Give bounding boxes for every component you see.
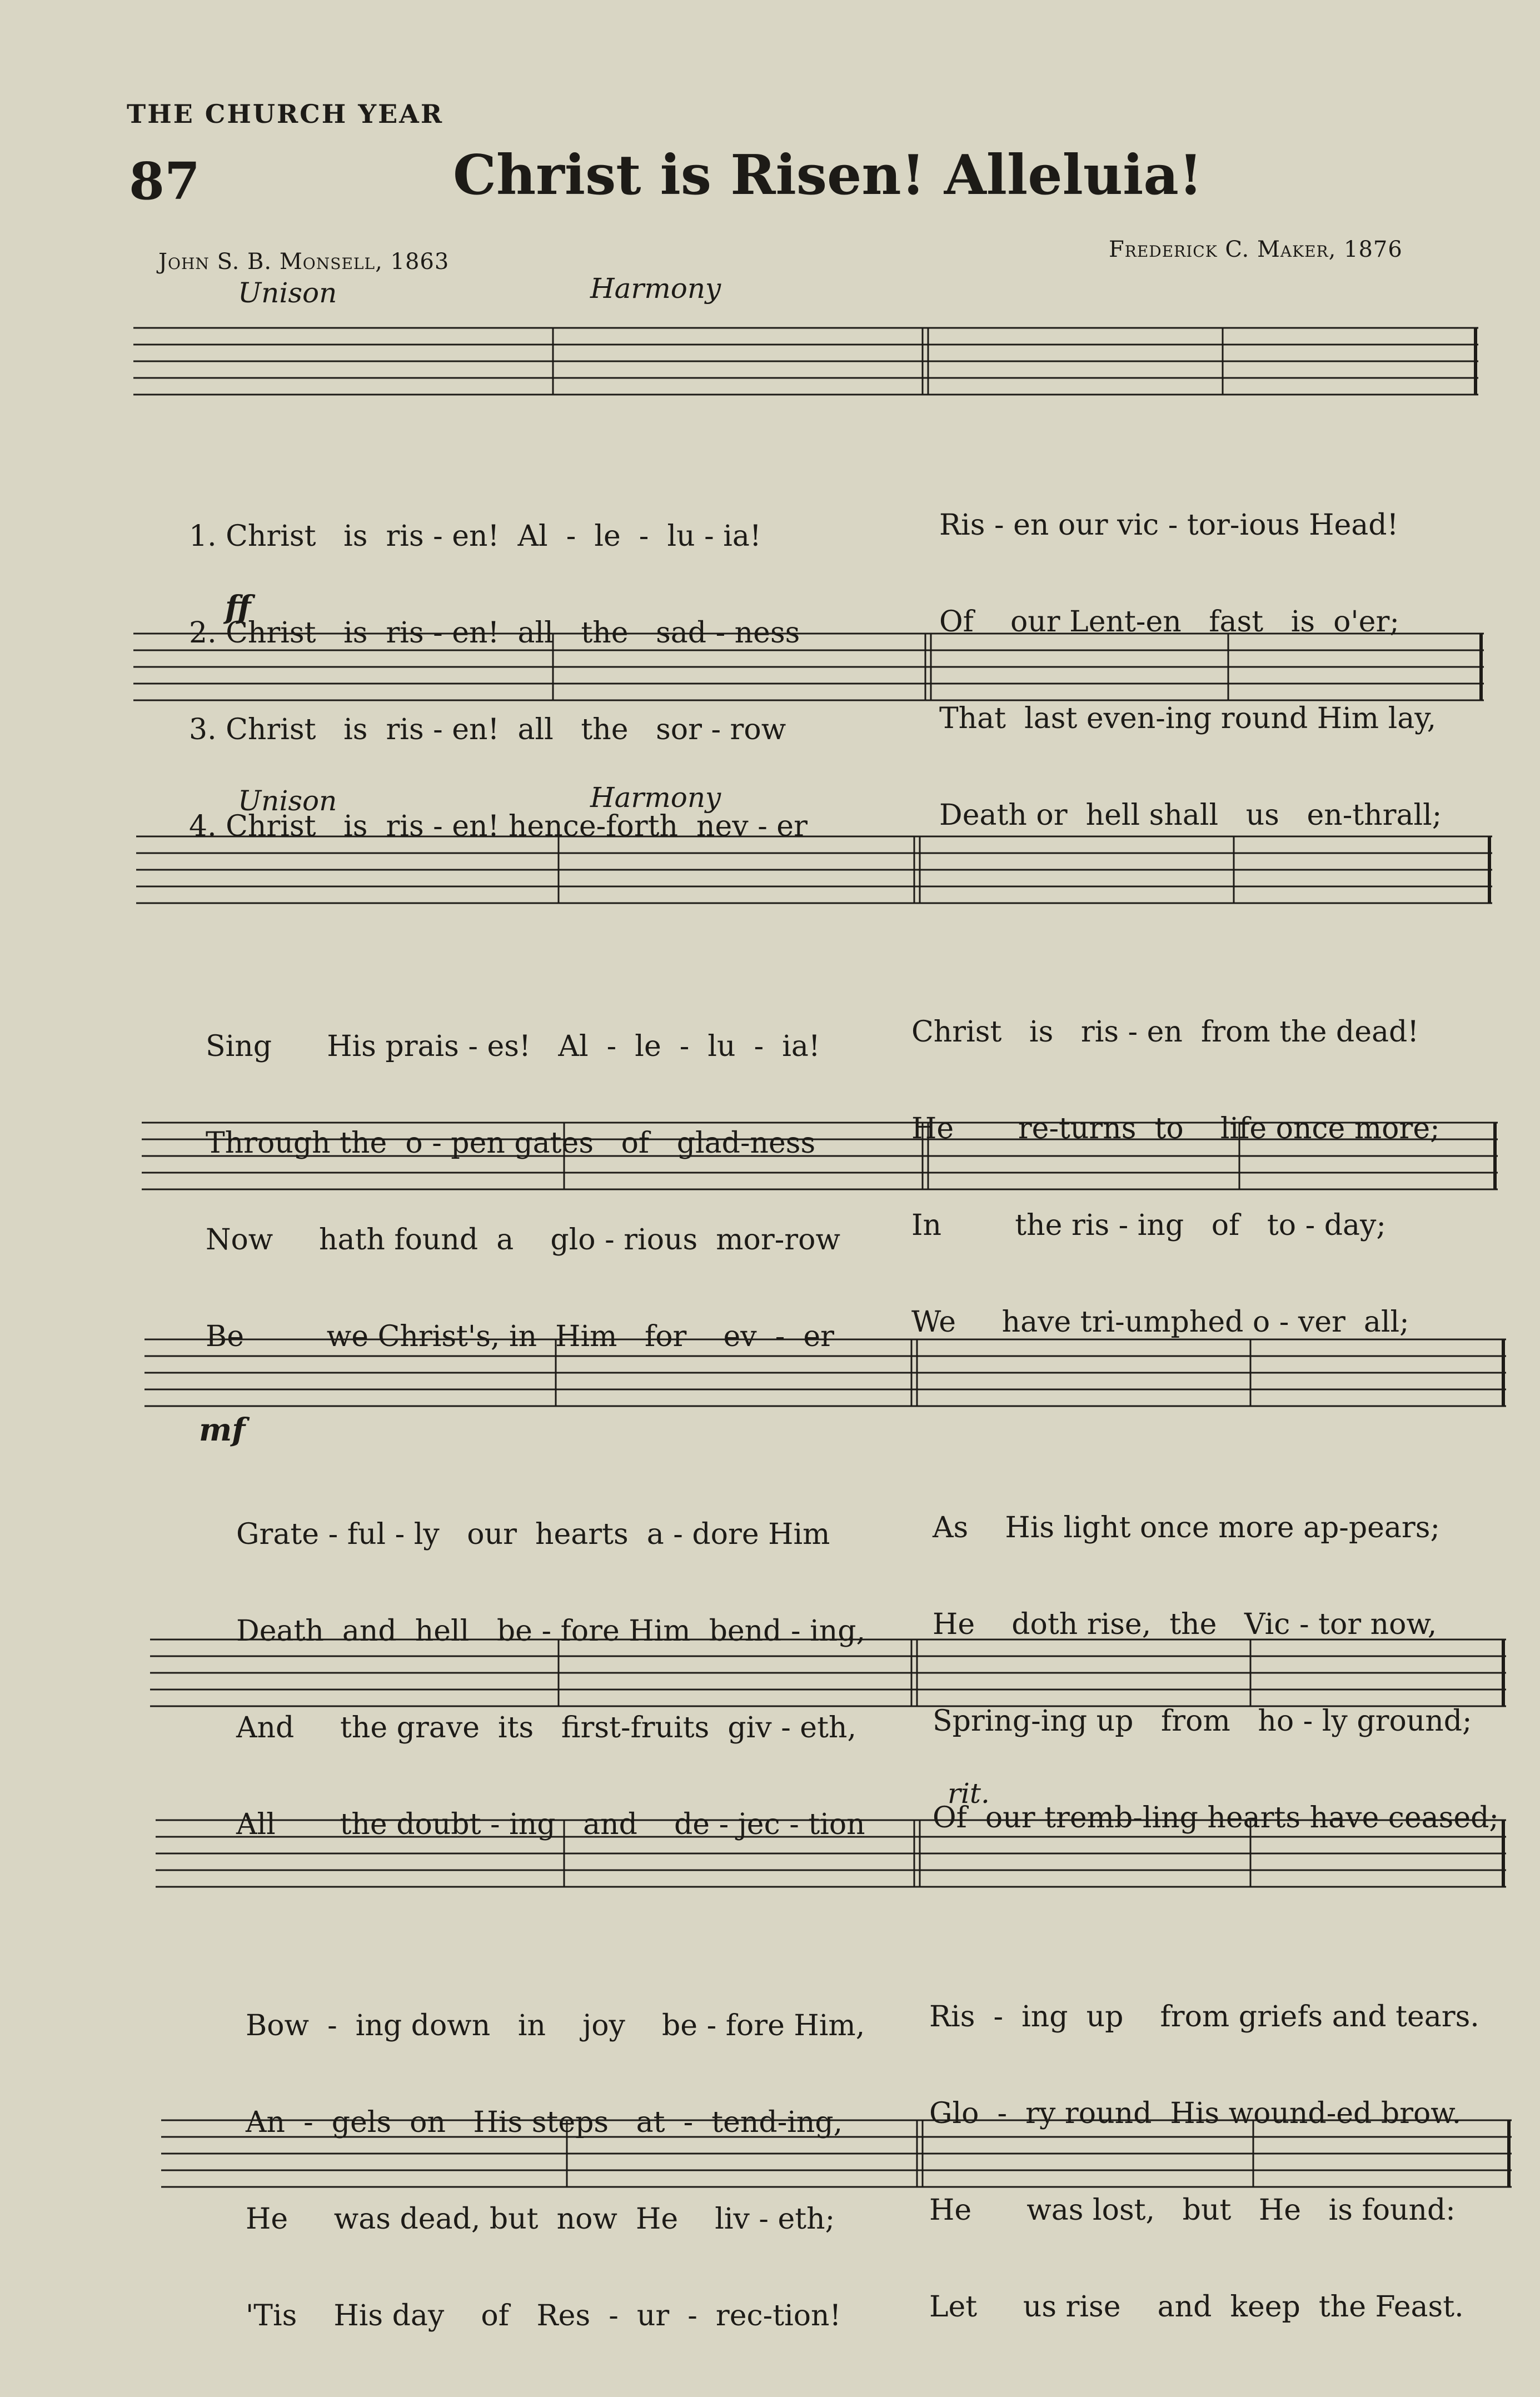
composer-credit: Frederick C. Maker, 1876 bbox=[1109, 237, 1403, 262]
lyric-line: 3. Christ is ris - en! all the sor - row bbox=[189, 713, 786, 746]
lyric-line: 'Tis His day of Res - ur - rec-tion! bbox=[246, 2299, 841, 2333]
treble-staff bbox=[136, 820, 1498, 931]
lyric-line: As His light once more ap-pears; bbox=[933, 1511, 1440, 1544]
lyric-line: In the ris - ing of to - day; bbox=[911, 1209, 1386, 1242]
dynamic-marking: mf bbox=[199, 1412, 246, 1448]
lyric-line: 4. Christ is ris - en! hence-forth nev - er bbox=[189, 810, 808, 843]
lyric-line: Through the o - pen gates of glad-ness bbox=[206, 1127, 816, 1160]
lyric-line: 2. Christ is ris - en! all the sad - ness bbox=[189, 616, 800, 650]
lyric-line: Now hath found a glo - rious mor-row bbox=[206, 1223, 840, 1257]
lyric-line: That last even-ing round Him lay, bbox=[939, 702, 1437, 735]
lyric-line: Grate - ful - ly our hearts a - dore Him bbox=[236, 1518, 830, 1551]
lyric-line: He was dead, but now He liv - eth; bbox=[246, 2202, 835, 2236]
treble-staff bbox=[144, 1323, 1512, 1434]
lyric-line: He doth rise, the Vic - tor now, bbox=[933, 1608, 1437, 1641]
lyric-line: An - gels on His steps at - tend-ing, bbox=[246, 2106, 843, 2139]
lyric-line: Of our tremb-ling hearts have ceased; bbox=[933, 1801, 1499, 1835]
lyric-line: Glo - ry round His wound-ed brow. bbox=[929, 2097, 1462, 2130]
treble-staff bbox=[133, 311, 1489, 422]
lyric-line: 1. Christ is ris - en! Al - le - lu - ia! bbox=[189, 520, 761, 553]
lyric-line: Christ is ris - en from the dead! bbox=[911, 1015, 1419, 1049]
lyric-line: Death and hell be - fore Him bend - ing, bbox=[236, 1614, 866, 1648]
treble-staff bbox=[156, 1803, 1523, 1915]
lyric-line: He re-turns to life once more; bbox=[911, 1112, 1440, 1145]
lyric-line: Let us rise and keep the Feast. bbox=[929, 2290, 1464, 2324]
direction-unison: Unison bbox=[238, 785, 337, 817]
lyric-line: We have tri-umphed o - ver all; bbox=[911, 1305, 1409, 1339]
direction-rit: rit. bbox=[948, 1777, 990, 1810]
dynamic-marking: ff bbox=[225, 589, 251, 626]
hymn-title: Christ is Risen! Alleluia! bbox=[453, 143, 1203, 207]
bass-staff bbox=[150, 1623, 1517, 1734]
author-credit: John S. B. Monsell, 1863 bbox=[158, 249, 450, 275]
bass-staff bbox=[142, 1106, 1503, 1217]
direction-unison: Unison bbox=[238, 277, 337, 309]
bass-staff bbox=[161, 2104, 1528, 2215]
lyric-line: And the grave its first-fruits giv - eth, bbox=[236, 1711, 856, 1745]
section-label: THE CHURCH YEAR bbox=[127, 99, 444, 129]
lyric-line: He was lost, but He is found: bbox=[929, 2194, 1456, 2227]
lyric-line: Bow - ing down in joy be - fore Him, bbox=[246, 2009, 865, 2042]
lyric-line: Be we Christ's, in Him for ev - er bbox=[206, 1320, 834, 1353]
lyric-line: Death or hell shall us en-thrall; bbox=[939, 799, 1442, 832]
lyric-line: Of our Lent-en fast is o'er; bbox=[939, 605, 1399, 639]
lyric-line: Spring-ing up from ho - ly ground; bbox=[933, 1705, 1472, 1738]
lyric-line: Ris - en our vic - tor-ious Head! bbox=[939, 509, 1399, 542]
bass-staff bbox=[133, 617, 1489, 728]
lyric-line: Ris - ing up from griefs and tears. bbox=[929, 2000, 1479, 2034]
hymn-number: 87 bbox=[129, 151, 201, 211]
direction-harmony: Harmony bbox=[590, 272, 721, 305]
lyric-line: Sing His prais - es! Al - le - lu - ia! bbox=[206, 1030, 820, 1063]
direction-harmony: Harmony bbox=[590, 781, 721, 814]
lyric-line: All the doubt - ing and de - jec - tion bbox=[236, 1808, 865, 1841]
